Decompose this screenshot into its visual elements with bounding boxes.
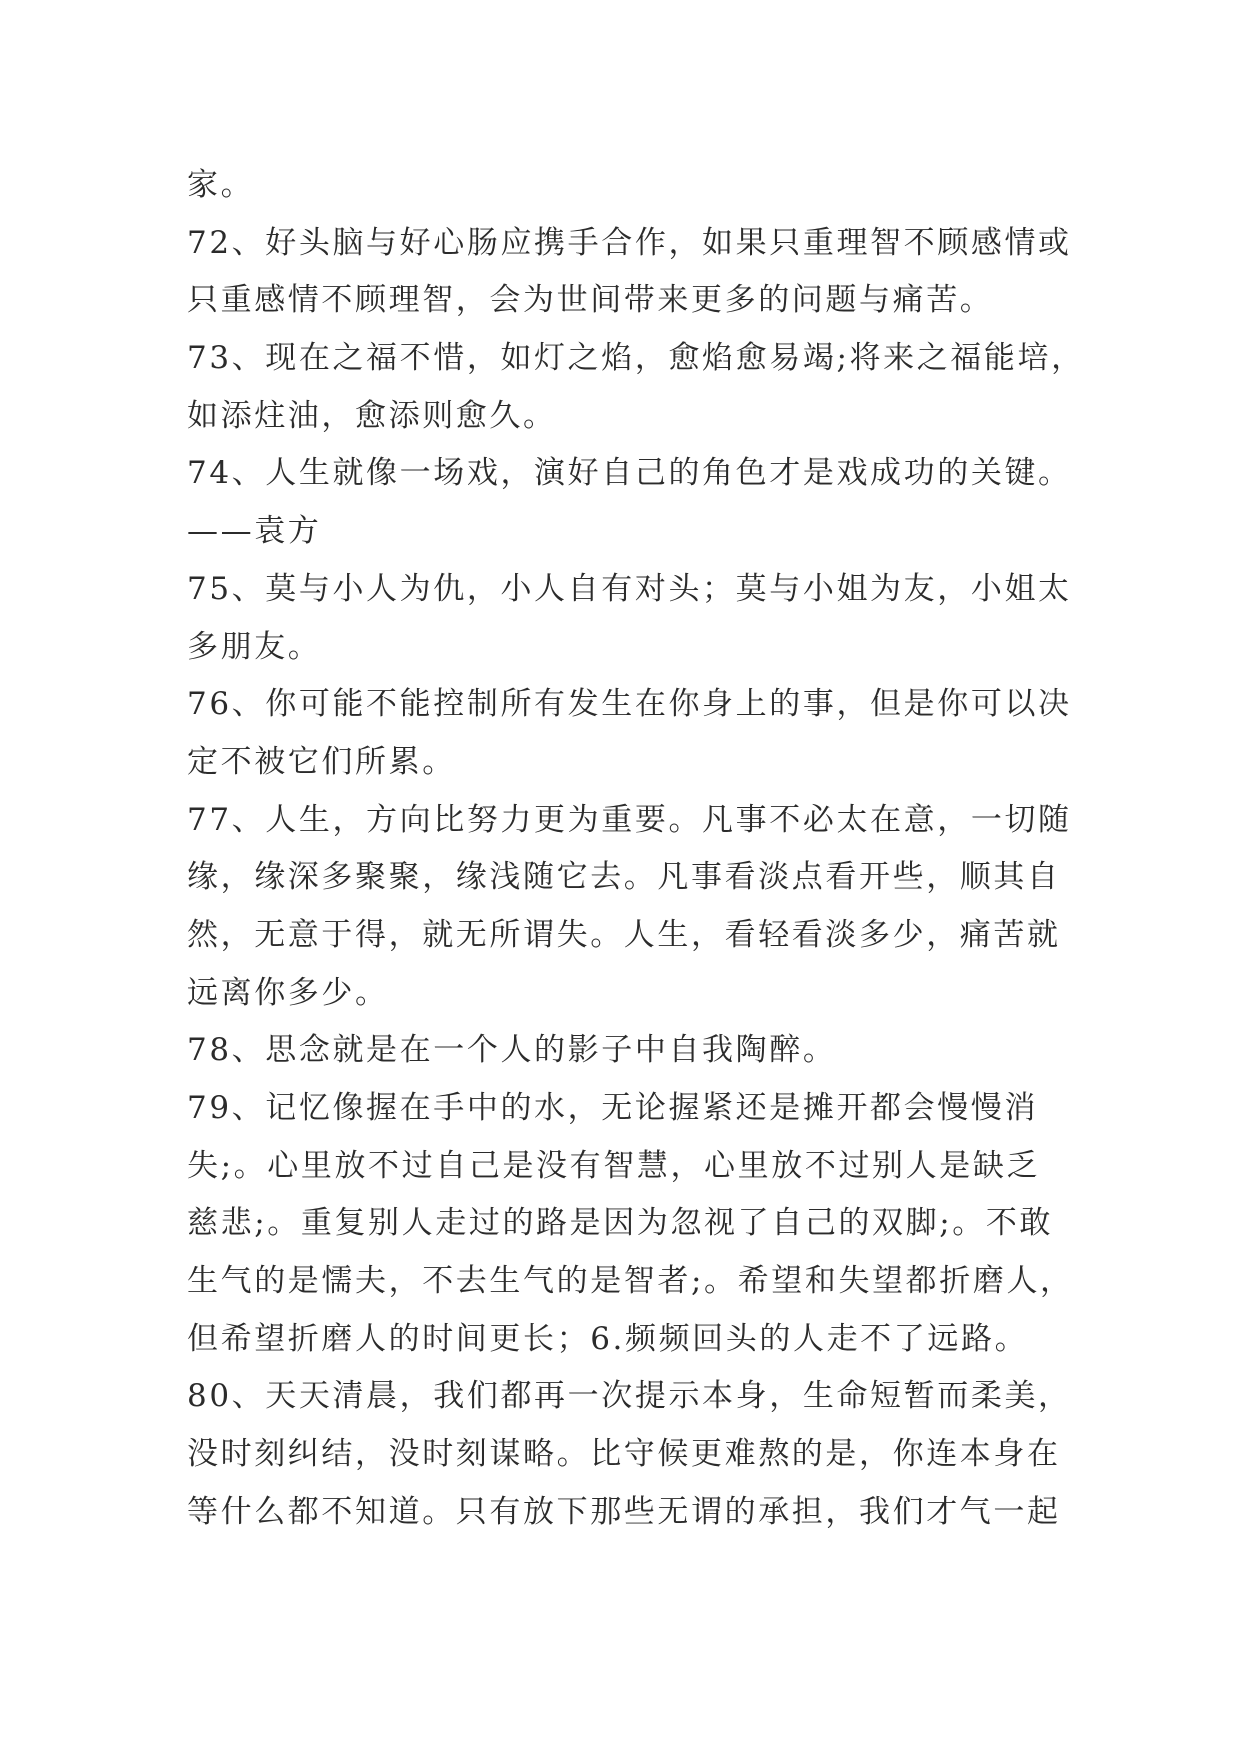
text-line: 但希望折磨人的时间更长；6.频频回头的人走不了远路。 — [187, 1320, 1029, 1357]
text-line: 如添炷油，愈添则愈久。 — [187, 397, 557, 434]
text-line: 没时刻纠结，没时刻谋略。比守候更难熬的是，你连本身在 — [187, 1436, 1061, 1473]
text-line: 只重感情不顾理智，会为世间带来更多的问题与痛苦。 — [187, 282, 994, 319]
text-line: 慈悲;。重复别人走过的路是因为忽视了自己的双脚;。不敢 — [187, 1205, 1054, 1242]
text-line: 等什么都不知道。只有放下那些无谓的承担，我们才气一起 — [187, 1493, 1061, 1530]
text-line: 多朋友。 — [187, 628, 322, 665]
text-line: 79、记忆像握在手中的水，无论握紧还是摊开都会慢慢消 — [187, 1090, 1039, 1126]
document-body-text — [187, 157, 1085, 1542]
text-line: 76、你可能不能控制所有发生在你身上的事，但是你可以决 — [187, 686, 1072, 723]
text-line: 72、好头脑与好心肠应携手合作，如果只重理智不顾感情或 — [187, 224, 1072, 261]
text-line: 73、现在之福不惜，如灯之焰，愈焰愈易竭;将来之福能培， — [187, 340, 1085, 377]
text-line: ——袁方 — [187, 513, 322, 550]
text-line: 家。 — [187, 167, 255, 203]
text-line: 缘，缘深多聚聚，缘浅随它去。凡事看淡点看开些，顺其自 — [187, 859, 1061, 896]
text-line: 生气的是懦夫，不去生气的是智者;。希望和失望都折磨人， — [187, 1263, 1074, 1300]
text-line: 定不被它们所累。 — [187, 743, 456, 780]
text-line: 78、思念就是在一个人的影子中自我陶醉。 — [187, 1032, 837, 1069]
text-line: 77、人生，方向比努力更为重要。凡事不必太在意，一切随 — [187, 801, 1072, 838]
text-line: 75、莫与小人为仇，小人自有对头；莫与小姐为友，小姐太 — [187, 570, 1072, 607]
text-line: 失;。心里放不过自己是没有智慧，心里放不过别人是缺乏 — [187, 1147, 1041, 1184]
text-line: 80、天天清晨，我们都再一次提示本身，生命短暂而柔美， — [187, 1378, 1072, 1415]
text-line: 然，无意于得，就无所谓失。人生，看轻看淡多少，痛苦就 — [187, 916, 1061, 953]
text-line: 远离你多少。 — [187, 974, 389, 1011]
text-line: 74、人生就像一场戏，演好自己的角色才是戏成功的关键。 — [187, 455, 1072, 492]
